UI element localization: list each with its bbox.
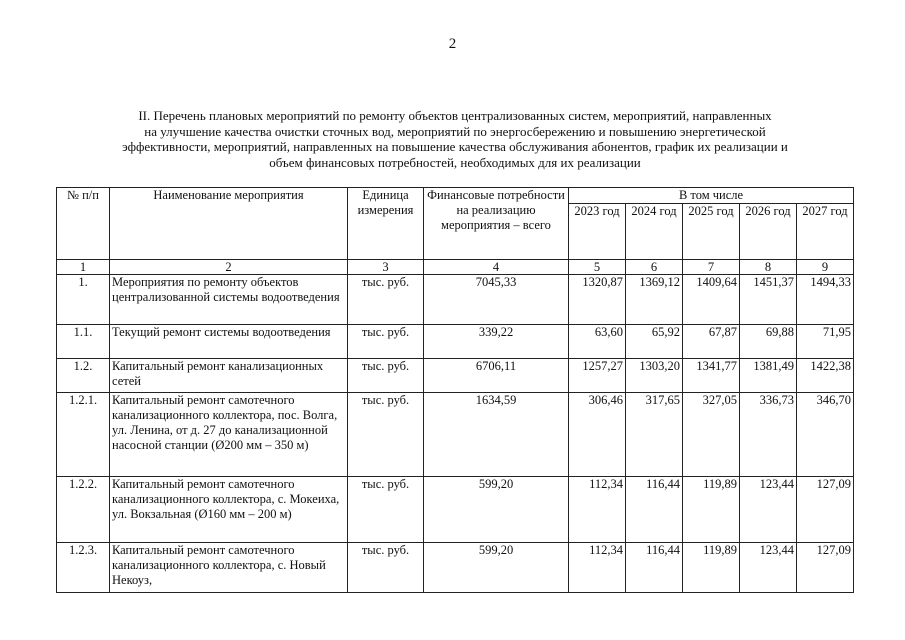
row-num: 1. [57, 275, 110, 325]
row-year-value: 127,09 [797, 543, 854, 593]
header-year: 2023 год [569, 204, 626, 260]
column-number: 3 [348, 260, 424, 275]
row-year-value: 116,44 [626, 543, 683, 593]
row-unit: тыс. руб. [348, 393, 424, 477]
row-year-value: 116,44 [626, 477, 683, 543]
row-total: 7045,33 [424, 275, 569, 325]
row-year-value: 346,70 [797, 393, 854, 477]
page-number: 2 [448, 36, 457, 52]
heading-line: объем финансовых потребностей, необходимых для их реализации [269, 154, 641, 170]
header-year: 2026 год [740, 204, 797, 260]
row-year-value: 71,95 [797, 325, 854, 359]
section-heading [40, 108, 870, 170]
row-unit: тыс. руб. [348, 359, 424, 393]
row-year-value: 317,65 [626, 393, 683, 477]
header-finance: Финансовые потребности на реализацию мероприятия – всего [424, 188, 569, 260]
row-total: 599,20 [424, 477, 569, 543]
row-unit: тыс. руб. [348, 543, 424, 593]
row-total: 339,22 [424, 325, 569, 359]
row-name: Капитальный ремонт канализационных сетей [110, 359, 348, 393]
row-year-value: 127,09 [797, 477, 854, 543]
row-year-value: 123,44 [740, 477, 797, 543]
header-year: 2027 год [797, 204, 854, 260]
header-year: 2025 год [683, 204, 740, 260]
column-number: 6 [626, 260, 683, 275]
row-year-value: 63,60 [569, 325, 626, 359]
row-num: 1.2. [57, 359, 110, 393]
column-number: 8 [740, 260, 797, 275]
header-num: № п/п [57, 188, 110, 260]
row-year-value: 1494,33 [797, 275, 854, 325]
row-year-value: 119,89 [683, 543, 740, 593]
table-row [57, 543, 854, 593]
row-year-value: 1381,49 [740, 359, 797, 393]
row-name: Капитальный ремонт самотечного канализационного коллектора, с. Новый Некоуз, [110, 543, 348, 593]
row-year-value: 1422,38 [797, 359, 854, 393]
row-name: Капитальный ремонт самотечного канализационного коллектора, с. Мокеиха, ул. Вокзальная (Ø160 мм – 200 м) [110, 477, 348, 543]
column-number: 5 [569, 260, 626, 275]
row-year-value: 336,73 [740, 393, 797, 477]
table-row [57, 393, 854, 477]
row-year-value: 1369,12 [626, 275, 683, 325]
row-year-value: 119,89 [683, 477, 740, 543]
row-total: 6706,11 [424, 359, 569, 393]
heading-line: на улучшение качества очистки сточных вод, мероприятий по энергосбережению и повышению энергетической [144, 123, 766, 139]
heading-line: эффективности, мероприятий, направленных на повышение качества обслуживания абонентов, график их реализации и [122, 139, 788, 154]
row-year-value: 65,92 [626, 325, 683, 359]
table-row [57, 325, 854, 359]
header-name: Наименование мероприятия [110, 188, 348, 260]
row-year-value: 1341,77 [683, 359, 740, 393]
column-number: 7 [683, 260, 740, 275]
row-year-value: 1257,27 [569, 359, 626, 393]
header-unit: Единица измерения [348, 188, 424, 260]
row-year-value: 306,46 [569, 393, 626, 477]
row-year-value: 1451,37 [740, 275, 797, 325]
row-year-value: 1303,20 [626, 359, 683, 393]
row-name: Капитальный ремонт самотечного канализационного коллектора, пос. Волга, ул. Ленина, от д. 27 до канализационной насосной станции (Ø200 мм – 350 м) [110, 393, 348, 477]
row-year-value: 112,34 [569, 477, 626, 543]
table-row [57, 477, 854, 543]
row-num: 1.2.1. [57, 393, 110, 477]
header-including: В том числе [569, 188, 854, 204]
row-year-value: 1409,64 [683, 275, 740, 325]
table-row [57, 359, 854, 393]
header-year: 2024 год [626, 204, 683, 260]
row-num: 1.2.3. [57, 543, 110, 593]
column-number: 9 [797, 260, 854, 275]
activities-table [56, 187, 854, 593]
heading-line: II. Перечень плановых мероприятий по ремонту объектов централизованных систем, мероприятий, направленных [138, 108, 772, 123]
row-unit: тыс. руб. [348, 275, 424, 325]
table-row [57, 275, 854, 325]
row-name: Мероприятия по ремонту объектов централизованной системы водоотведения [110, 275, 348, 325]
column-number: 2 [110, 260, 348, 275]
row-num: 1.2.2. [57, 477, 110, 543]
row-year-value: 327,05 [683, 393, 740, 477]
row-year-value: 123,44 [740, 543, 797, 593]
row-year-value: 69,88 [740, 325, 797, 359]
row-year-value: 1320,87 [569, 275, 626, 325]
row-year-value: 112,34 [569, 543, 626, 593]
row-total: 599,20 [424, 543, 569, 593]
row-num: 1.1. [57, 325, 110, 359]
row-total: 1634,59 [424, 393, 569, 477]
row-name: Текущий ремонт системы водоотведения [110, 325, 348, 359]
row-unit: тыс. руб. [348, 325, 424, 359]
column-number: 1 [57, 260, 110, 275]
row-unit: тыс. руб. [348, 477, 424, 543]
row-year-value: 67,87 [683, 325, 740, 359]
column-number: 4 [424, 260, 569, 275]
